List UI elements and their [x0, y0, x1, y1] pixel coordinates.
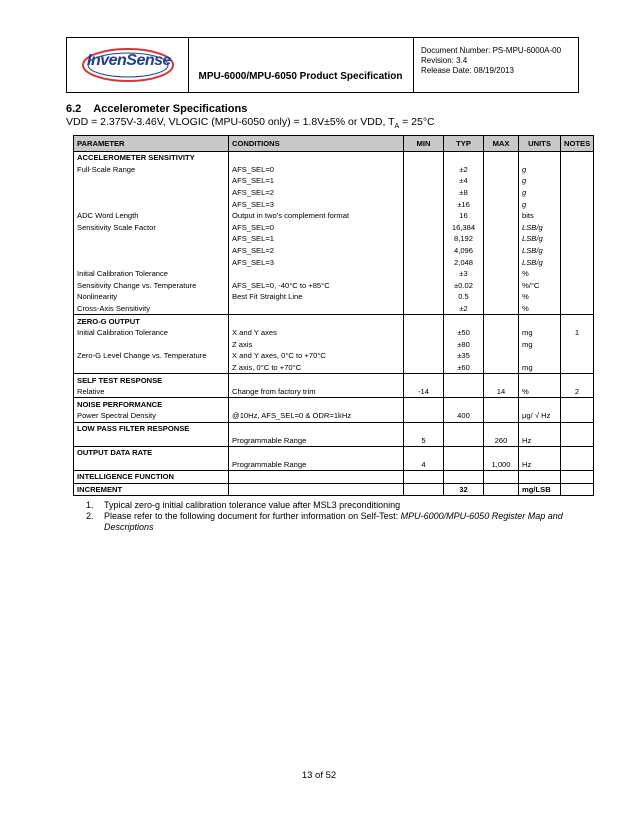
table-cell: [229, 483, 404, 496]
table-cell: LOW PASS FILTER RESPONSE: [74, 422, 229, 434]
table-row: [74, 350, 594, 362]
table-row: [74, 410, 594, 422]
table-cell: [74, 198, 229, 210]
table-cell: LSB/g: [519, 256, 561, 268]
table-cell: %: [519, 268, 561, 280]
table-cell: 400: [444, 410, 484, 422]
table-cell: Sensitivity Scale Factor: [74, 222, 229, 234]
table-cell: [404, 291, 444, 303]
table-cell: AFS_SEL=0: [229, 222, 404, 234]
table-cell: [561, 339, 594, 351]
column-header: TYP: [444, 136, 484, 152]
table-cell: ±8: [444, 187, 484, 199]
table-cell: [229, 268, 404, 280]
table-cell: [229, 152, 404, 164]
column-header: PARAMETER: [74, 136, 229, 152]
table-cell: @10Hz, AFS_SEL=0 & ODR=1kHz: [229, 410, 404, 422]
table-cell: Initial Calibration Tolerance: [74, 327, 229, 339]
section-row: [74, 315, 594, 327]
table-cell: [74, 434, 229, 446]
table-cell: [404, 198, 444, 210]
table-cell: [519, 422, 561, 434]
table-cell: [444, 422, 484, 434]
table-cell: [484, 422, 519, 434]
table-cell: Full-Scale Range: [74, 164, 229, 176]
table-header-row: [74, 136, 594, 152]
table-cell: ±16: [444, 198, 484, 210]
conditions-suffix: = 25°C: [399, 116, 435, 128]
table-cell: [74, 256, 229, 268]
table-cell: 4: [404, 458, 444, 470]
table-cell: [444, 315, 484, 327]
section-row: [74, 446, 594, 458]
table-cell: Change from factory trim: [229, 386, 404, 398]
table-row: [74, 362, 594, 374]
section-title: Accelerometer Specifications: [93, 103, 248, 115]
table-cell: [74, 362, 229, 374]
table-cell: OUTPUT DATA RATE: [74, 446, 229, 458]
table-cell: ±50: [444, 327, 484, 339]
table-cell: Cross-Axis Sensitivity: [74, 303, 229, 315]
table-cell: [404, 268, 444, 280]
table-cell: [444, 446, 484, 458]
table-cell: ±60: [444, 362, 484, 374]
table-cell: AFS_SEL=3: [229, 256, 404, 268]
document-meta: [415, 38, 579, 92]
table-cell: [229, 422, 404, 434]
table-cell: [404, 327, 444, 339]
table-cell: [484, 245, 519, 257]
table-cell: 16,384: [444, 222, 484, 234]
table-cell: [404, 350, 444, 362]
table-cell: [444, 434, 484, 446]
table-row: [74, 291, 594, 303]
table-cell: mg: [519, 327, 561, 339]
table-cell: [484, 315, 519, 327]
table-cell: ZERO-G OUTPUT: [74, 315, 229, 327]
footnote-reference: MPU-6000/MPU-6050 Register Map and Descriptions: [104, 511, 563, 532]
table-row: [74, 222, 594, 234]
table-cell: LSB/g: [519, 233, 561, 245]
footnote-number: 2.: [86, 511, 94, 521]
conditions-subscript: A: [394, 123, 400, 131]
table-cell: [484, 164, 519, 176]
table-cell: [519, 471, 561, 484]
footnote-body: Please refer to the following document for further information on Self-Test:: [104, 511, 401, 521]
table-cell: [404, 210, 444, 222]
table-cell: [444, 152, 484, 164]
table-cell: ±2: [444, 303, 484, 315]
table-cell: Output in two's complement format: [229, 210, 404, 222]
table-row: [74, 303, 594, 315]
table-cell: AFS_SEL=0: [229, 164, 404, 176]
table-cell: [561, 410, 594, 422]
table-cell: [404, 446, 444, 458]
table-cell: [561, 175, 594, 187]
table-cell: [561, 256, 594, 268]
table-cell: [74, 233, 229, 245]
document-title: MPU-6000/MPU-6050 Product Specification: [188, 38, 414, 92]
table-cell: Nonlinearity: [74, 291, 229, 303]
table-cell: 8,192: [444, 233, 484, 245]
page-header: [66, 37, 579, 93]
table-cell: 260: [484, 434, 519, 446]
table-cell: [561, 210, 594, 222]
table-row: [74, 339, 594, 351]
table-cell: 32: [444, 483, 484, 496]
table-row: [74, 233, 594, 245]
section-number: 6.2: [66, 103, 82, 115]
table-cell: Z axis, 0°C to +70°C: [229, 362, 404, 374]
table-cell: [229, 446, 404, 458]
table-cell: [404, 256, 444, 268]
table-cell: [484, 187, 519, 199]
table-cell: [484, 398, 519, 410]
table-cell: [561, 350, 594, 362]
table-cell: [404, 362, 444, 374]
table-cell: %/°C: [519, 280, 561, 292]
release-date: Release Date: 08/19/2013: [421, 66, 514, 75]
column-header: UNITS: [519, 136, 561, 152]
table-cell: [229, 398, 404, 410]
table-cell: AFS_SEL=0, -40°C to +85°C: [229, 280, 404, 292]
table-cell: [404, 471, 444, 484]
table-cell: LSB/g: [519, 222, 561, 234]
table-cell: [519, 350, 561, 362]
table-cell: INTELLIGENCE FUNCTION: [74, 471, 229, 484]
table-cell: [519, 152, 561, 164]
table-cell: AFS_SEL=2: [229, 245, 404, 257]
table-cell: [404, 422, 444, 434]
table-cell: [561, 446, 594, 458]
table-cell: [561, 152, 594, 164]
table-cell: 4,096: [444, 245, 484, 257]
invensense-logo: [81, 44, 175, 86]
table-cell: [484, 350, 519, 362]
table-cell: Programmable Range: [229, 458, 404, 470]
table-cell: [404, 152, 444, 164]
table-cell: [74, 187, 229, 199]
table-cell: [484, 198, 519, 210]
table-cell: [484, 280, 519, 292]
table-cell: [229, 471, 404, 484]
table-cell: [484, 210, 519, 222]
logo-cell: [67, 38, 189, 92]
table-cell: [519, 374, 561, 386]
section-row: [74, 152, 594, 164]
table-row: [74, 198, 594, 210]
table-cell: Sensitivity Change vs. Temperature: [74, 280, 229, 292]
table-cell: [404, 280, 444, 292]
table-cell: [404, 339, 444, 351]
table-cell: AFS_SEL=3: [229, 198, 404, 210]
table-row: [74, 245, 594, 257]
table-cell: g: [519, 187, 561, 199]
table-cell: [519, 446, 561, 458]
table-cell: [561, 483, 594, 496]
table-cell: ACCELEROMETER SENSITIVITY: [74, 152, 229, 164]
table-cell: [561, 233, 594, 245]
table-cell: X and Y axes, 0°C to +70°C: [229, 350, 404, 362]
table-cell: [229, 303, 404, 315]
table-cell: 16: [444, 210, 484, 222]
table-cell: Initial Calibration Tolerance: [74, 268, 229, 280]
accelerometer-spec-table: [73, 135, 594, 496]
table-row: [74, 210, 594, 222]
table-cell: [484, 471, 519, 484]
table-cell: [229, 315, 404, 327]
table-cell: Best Fit Straight Line: [229, 291, 404, 303]
table-cell: bits: [519, 210, 561, 222]
section-row: [74, 471, 594, 484]
table-row: [74, 280, 594, 292]
conditions-prefix: VDD = 2.375V-3.46V, VLOGIC (MPU-6050 only) = 1.8V±5% or VDD, T: [66, 116, 395, 128]
table-cell: INCREMENT: [74, 483, 229, 496]
column-header: MIN: [404, 136, 444, 152]
table-body: [74, 152, 594, 496]
table-cell: [561, 198, 594, 210]
table-cell: [404, 245, 444, 257]
table-cell: [561, 303, 594, 315]
table-cell: %: [519, 386, 561, 398]
page-number: 13 of 52: [301, 770, 337, 781]
table-cell: [519, 315, 561, 327]
table-cell: AFS_SEL=1: [229, 175, 404, 187]
table-row: [74, 386, 594, 398]
table-cell: [484, 483, 519, 496]
table-cell: [561, 222, 594, 234]
table-cell: [561, 398, 594, 410]
table-cell: Relative: [74, 386, 229, 398]
table-cell: AFS_SEL=1: [229, 233, 404, 245]
table-cell: [561, 187, 594, 199]
table-cell: [229, 374, 404, 386]
table-cell: 2,048: [444, 256, 484, 268]
table-row: [74, 458, 594, 470]
document-number: Document Number: PS-MPU-6000A-00: [421, 46, 562, 55]
table-cell: [444, 458, 484, 470]
table-cell: ±80: [444, 339, 484, 351]
table-cell: [484, 222, 519, 234]
table-cell: ±3: [444, 268, 484, 280]
table-cell: [74, 175, 229, 187]
table-cell: [519, 398, 561, 410]
table-cell: [444, 374, 484, 386]
section-row: [74, 374, 594, 386]
footnote-item: [86, 511, 586, 533]
table-cell: mg: [519, 339, 561, 351]
table-cell: [484, 175, 519, 187]
column-header: MAX: [484, 136, 519, 152]
table-cell: 2: [561, 386, 594, 398]
table-cell: [404, 164, 444, 176]
table-cell: g: [519, 175, 561, 187]
table-cell: 1,000: [484, 458, 519, 470]
table-cell: [484, 446, 519, 458]
table-cell: [404, 374, 444, 386]
table-cell: [561, 291, 594, 303]
table-row: [74, 175, 594, 187]
table-cell: [404, 175, 444, 187]
table-cell: [561, 164, 594, 176]
table-cell: [561, 471, 594, 484]
section-row: [74, 422, 594, 434]
table-cell: Programmable Range: [229, 434, 404, 446]
table-row: [74, 327, 594, 339]
table-cell: [404, 410, 444, 422]
table-cell: [484, 291, 519, 303]
logo-wordmark: InvenSense: [87, 52, 171, 69]
table-cell: Hz: [519, 458, 561, 470]
section-conditions: [66, 116, 435, 130]
table-cell: Power Spectral Density: [74, 410, 229, 422]
table-cell: 14: [484, 386, 519, 398]
table-cell: [404, 187, 444, 199]
table-cell: [404, 483, 444, 496]
table-cell: [484, 410, 519, 422]
table-cell: SELF TEST RESPONSE: [74, 374, 229, 386]
table-cell: [74, 245, 229, 257]
table-cell: LSB/g: [519, 245, 561, 257]
table-cell: [484, 256, 519, 268]
table-cell: 1: [561, 327, 594, 339]
table-cell: [561, 422, 594, 434]
table-cell: [561, 245, 594, 257]
table-cell: [484, 362, 519, 374]
footnotes: [86, 500, 586, 533]
table-cell: [484, 374, 519, 386]
table-cell: mg/LSB: [519, 483, 561, 496]
table-cell: [561, 268, 594, 280]
table-cell: ADC Word Length: [74, 210, 229, 222]
footnote-text: [104, 500, 400, 511]
table-cell: [484, 327, 519, 339]
table-row: [74, 187, 594, 199]
revision: Revision: 3.4: [421, 56, 468, 65]
table-row: [74, 268, 594, 280]
table-cell: ±2: [444, 164, 484, 176]
table-cell: [404, 233, 444, 245]
section-heading: [66, 103, 247, 115]
table-cell: [444, 398, 484, 410]
table-cell: [444, 386, 484, 398]
table-row: [74, 256, 594, 268]
table-cell: g: [519, 164, 561, 176]
table-cell: [484, 152, 519, 164]
table-cell: Z axis: [229, 339, 404, 351]
table-cell: mg: [519, 362, 561, 374]
table-cell: [561, 458, 594, 470]
section-row: [74, 398, 594, 410]
table-cell: %: [519, 291, 561, 303]
table-row: [74, 434, 594, 446]
table-cell: [484, 233, 519, 245]
table-cell: Hz: [519, 434, 561, 446]
table-cell: [404, 315, 444, 327]
table-cell: -14: [404, 386, 444, 398]
table-cell: [404, 222, 444, 234]
column-header: NOTES: [561, 136, 594, 152]
table-cell: 5: [404, 434, 444, 446]
table-cell: [74, 339, 229, 351]
table-cell: [404, 398, 444, 410]
footnote-body: Typical zero-g initial calibration tolerance value after MSL3 preconditioning: [104, 500, 401, 510]
table-cell: [484, 339, 519, 351]
table-cell: μg/ √ Hz: [519, 410, 561, 422]
table-cell: Zero-G Level Change vs. Temperature: [74, 350, 229, 362]
table-cell: [561, 434, 594, 446]
table-cell: NOISE PERFORMANCE: [74, 398, 229, 410]
table-cell: 0.5: [444, 291, 484, 303]
table-cell: [561, 280, 594, 292]
footnote-number: 1.: [86, 500, 94, 510]
table-cell: [74, 458, 229, 470]
table-cell: %: [519, 303, 561, 315]
table-cell: ±35: [444, 350, 484, 362]
table-cell: [404, 303, 444, 315]
table-cell: [484, 268, 519, 280]
footnote-text: [104, 511, 586, 533]
table-cell: ±4: [444, 175, 484, 187]
table-cell: [561, 374, 594, 386]
table-cell: [484, 303, 519, 315]
table-cell: [561, 362, 594, 374]
column-header: CONDITIONS: [229, 136, 404, 152]
section-row: [74, 483, 594, 496]
table-cell: X and Y axes: [229, 327, 404, 339]
table-cell: AFS_SEL=2: [229, 187, 404, 199]
footnote-item: [86, 500, 586, 511]
table-row: [74, 164, 594, 176]
table-cell: g: [519, 198, 561, 210]
table-cell: ±0.02: [444, 280, 484, 292]
table-cell: [444, 471, 484, 484]
table-cell: [561, 315, 594, 327]
